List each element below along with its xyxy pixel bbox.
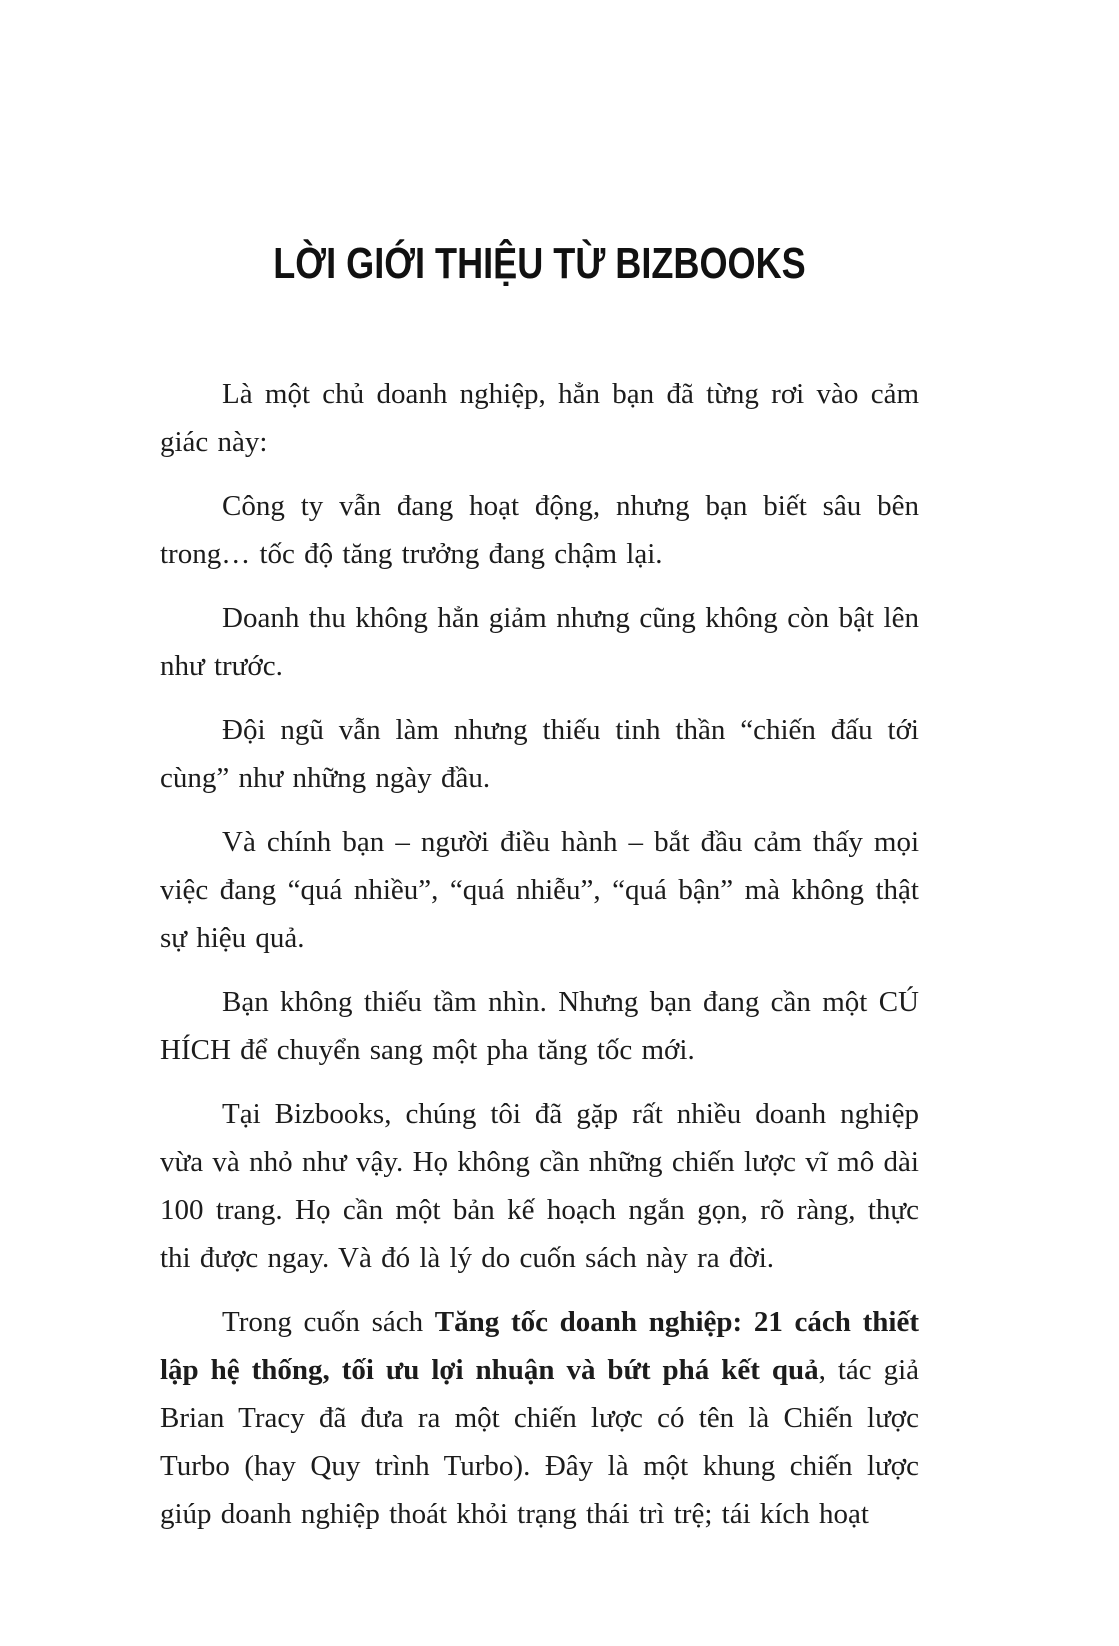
paragraph-text: Trong cuốn sách [222,1306,435,1339]
paragraph [160,706,919,802]
paragraph-text: Bạn không thiếu tầm nhìn. Nhưng bạn đang cần một CÚ HÍCH để chuyển sang một pha tăng tốc mới. [160,986,919,1067]
page-title: LỜI GIỚI THIỆU TỪ BIZBOOKS [273,239,806,288]
paragraph-text: Đội ngũ vẫn làm nhưng thiếu tinh thần “chiến đấu tới cùng” như những ngày đầu. [160,714,919,795]
paragraph-text: Tại Bizbooks, chúng tôi đã gặp rất nhiều doanh nghiệp vừa và nhỏ như vậy. Họ không cần những chiến lược vĩ mô dài 100 trang. Họ cần một bản kế hoạch ngắn gọn, rõ ràng, thực thi được ngay. Và đó là lý do cuốn sách này ra đời. [160,1098,919,1275]
paragraph [160,594,919,690]
paragraph [160,818,919,962]
paragraph [160,1298,919,1538]
paragraph-text: Và chính bạn – người điều hành – bắt đầu cảm thấy mọi việc đang “quá nhiều”, “quá nhiễu”, “quá bận” mà không thật sự hiệu quả. [160,826,919,955]
paragraph [160,1090,919,1282]
paragraph [160,370,919,466]
paragraph-text: Doanh thu không hẳn giảm nhưng cũng không còn bật lên như trước. [160,602,919,683]
paragraph-text-bold: Tăng tốc doanh nghiệp: 21 cách thiết lập hệ thống, tối ưu lợi nhuận và bứt phá kết quả [160,1306,919,1387]
paragraph [160,482,919,578]
paragraph [160,978,919,1074]
paragraph-text: Công ty vẫn đang hoạt động, nhưng bạn biết sâu bên trong… tốc độ tăng trưởng đang chậm lại. [160,490,919,571]
paragraph-text: , tác giả Brian Tracy đã đưa ra một chiến lược có tên là Chiến lược Turbo (hay Quy trình Turbo). Đây là một khung chiến lược giúp doanh nghiệp thoát khỏi trạng thái trì trệ; tái kích hoạt [160,1354,920,1531]
paragraph-text: Là một chủ doanh nghiệp, hẳn bạn đã từng rơi vào cảm giác này: [160,378,919,459]
body-paragraphs [160,370,919,1538]
